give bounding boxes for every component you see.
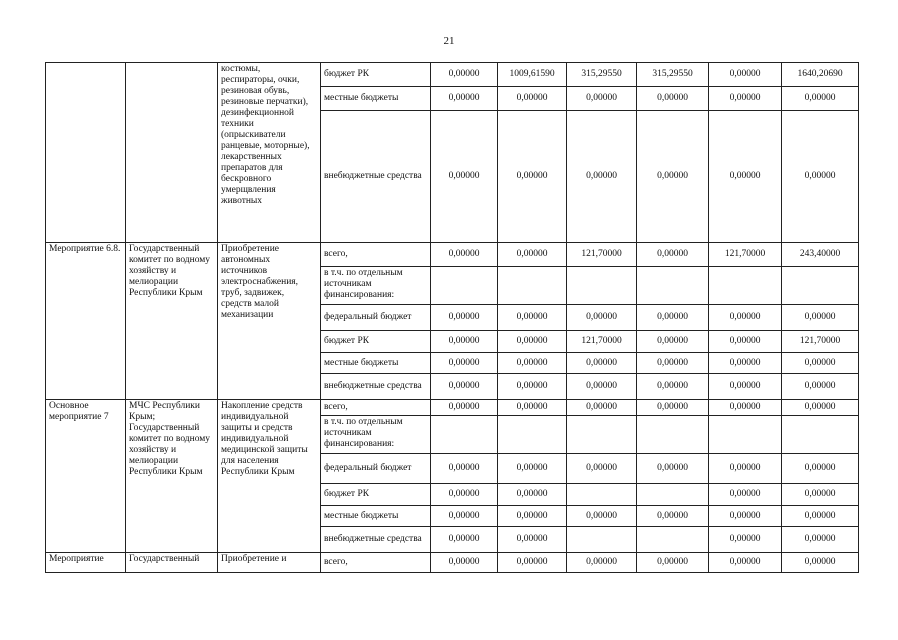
cell-value: 0,00000 [782, 374, 859, 400]
cell-value: 121,70000 [709, 243, 782, 267]
cell-source: федеральный бюджет [321, 454, 431, 484]
cell-executor: Государственный [126, 553, 218, 573]
cell-value [567, 416, 637, 454]
cell-value: 0,00000 [431, 331, 498, 353]
cell-value: 0,00000 [782, 400, 859, 416]
cell-source: бюджет РК [321, 331, 431, 353]
cell-source: внебюджетные средства [321, 374, 431, 400]
cell-value: 0,00000 [637, 454, 709, 484]
cell-value: 0,00000 [498, 243, 567, 267]
cell-value: 0,00000 [498, 331, 567, 353]
cell-value [782, 416, 859, 454]
cell-value: 0,00000 [498, 400, 567, 416]
cell-value: 0,00000 [567, 506, 637, 527]
cell-value: 0,00000 [637, 331, 709, 353]
cell-value: 121,70000 [782, 331, 859, 353]
cell-label [46, 63, 126, 243]
cell-description: Приобретение и [218, 553, 321, 573]
cell-value: 0,00000 [709, 111, 782, 243]
cell-value: 0,00000 [498, 506, 567, 527]
cell-value: 0,00000 [498, 527, 567, 553]
cell-value [431, 267, 498, 305]
cell-value: 0,00000 [637, 87, 709, 111]
cell-value: 0,00000 [567, 553, 637, 573]
cell-value: 0,00000 [567, 374, 637, 400]
cell-value: 0,00000 [637, 374, 709, 400]
cell-value: 0,00000 [637, 111, 709, 243]
cell-executor: Государственный комитет по водному хозяйству и мелиорации Республики Крым [126, 243, 218, 400]
cell-label: Мероприятие 6.8. [46, 243, 126, 400]
table-row [46, 400, 859, 416]
cell-source: в т.ч. по отдельным источникам финансирования: [321, 416, 431, 454]
cell-value: 0,00000 [431, 243, 498, 267]
cell-value: 0,00000 [637, 506, 709, 527]
cell-source: в т.ч. по отдельным источникам финансирования: [321, 267, 431, 305]
cell-value: 1640,20690 [782, 63, 859, 87]
cell-value [637, 484, 709, 506]
cell-value: 0,00000 [431, 111, 498, 243]
cell-value: 0,00000 [498, 87, 567, 111]
cell-value: 0,00000 [498, 353, 567, 374]
cell-value: 0,00000 [709, 506, 782, 527]
cell-value: 0,00000 [567, 305, 637, 331]
cell-source: всего, [321, 553, 431, 573]
cell-value: 0,00000 [782, 484, 859, 506]
cell-value: 315,29550 [567, 63, 637, 87]
cell-value [637, 416, 709, 454]
cell-source: внебюджетные средства [321, 527, 431, 553]
cell-value [498, 267, 567, 305]
cell-label: Основное мероприятие 7 [46, 400, 126, 553]
cell-value [567, 267, 637, 305]
cell-value: 0,00000 [782, 353, 859, 374]
cell-value: 0,00000 [431, 454, 498, 484]
cell-value: 0,00000 [567, 454, 637, 484]
cell-value: 0,00000 [498, 553, 567, 573]
cell-value: 0,00000 [709, 305, 782, 331]
cell-value: 0,00000 [709, 353, 782, 374]
cell-source: местные бюджеты [321, 506, 431, 527]
cell-executor [126, 63, 218, 243]
cell-value: 0,00000 [709, 63, 782, 87]
cell-value: 0,00000 [782, 527, 859, 553]
cell-value: 0,00000 [709, 454, 782, 484]
cell-value: 0,00000 [567, 87, 637, 111]
cell-value: 0,00000 [567, 111, 637, 243]
cell-value: 0,00000 [709, 553, 782, 573]
cell-source: всего, [321, 400, 431, 416]
cell-value: 0,00000 [431, 87, 498, 111]
cell-value: 0,00000 [498, 454, 567, 484]
cell-value [709, 416, 782, 454]
cell-value: 0,00000 [782, 506, 859, 527]
cell-value: 0,00000 [431, 527, 498, 553]
cell-value: 0,00000 [431, 305, 498, 331]
cell-value: 121,70000 [567, 331, 637, 353]
cell-source: местные бюджеты [321, 87, 431, 111]
cell-value: 0,00000 [637, 400, 709, 416]
cell-value: 1009,61590 [498, 63, 567, 87]
cell-value: 0,00000 [782, 305, 859, 331]
cell-value [431, 416, 498, 454]
cell-value [567, 484, 637, 506]
cell-value [637, 267, 709, 305]
cell-value: 0,00000 [498, 305, 567, 331]
cell-source: внебюджетные средства [321, 111, 431, 243]
cell-value: 0,00000 [567, 353, 637, 374]
cell-value: 0,00000 [431, 484, 498, 506]
cell-value: 0,00000 [782, 111, 859, 243]
cell-source: федеральный бюджет [321, 305, 431, 331]
cell-value: 0,00000 [637, 553, 709, 573]
cell-value: 0,00000 [431, 63, 498, 87]
cell-value: 0,00000 [709, 331, 782, 353]
cell-value [709, 267, 782, 305]
table-row [46, 553, 859, 573]
cell-label: Мероприятие [46, 553, 126, 573]
cell-value: 243,40000 [782, 243, 859, 267]
cell-value [637, 527, 709, 553]
cell-source: всего, [321, 243, 431, 267]
cell-value: 0,00000 [498, 374, 567, 400]
cell-description: Приобретение автономных источников электроснабжения, труб, задвижек, средств малой механизации [218, 243, 321, 400]
cell-value: 0,00000 [431, 353, 498, 374]
cell-value: 0,00000 [431, 400, 498, 416]
cell-value: 0,00000 [709, 374, 782, 400]
cell-value: 0,00000 [431, 553, 498, 573]
cell-source: бюджет РК [321, 484, 431, 506]
cell-value: 0,00000 [782, 454, 859, 484]
cell-executor: МЧС Республики Крым; Государственный комитет по водному хозяйству и мелиорации Республики Крым [126, 400, 218, 553]
cell-value: 121,70000 [567, 243, 637, 267]
cell-value: 0,00000 [709, 87, 782, 111]
page-number: 21 [443, 35, 455, 47]
cell-value: 0,00000 [431, 374, 498, 400]
cell-source: местные бюджеты [321, 353, 431, 374]
cell-value [498, 416, 567, 454]
table-row [46, 63, 859, 87]
budget-table [45, 62, 859, 573]
cell-description: Накопление средств индивидуальной защиты и средств индивидуальной медицинской защиты для населения Республики Крым [218, 400, 321, 553]
cell-value: 0,00000 [709, 527, 782, 553]
cell-value: 0,00000 [637, 243, 709, 267]
cell-value: 0,00000 [782, 87, 859, 111]
cell-value: 0,00000 [782, 553, 859, 573]
cell-value: 0,00000 [498, 484, 567, 506]
cell-value: 0,00000 [709, 484, 782, 506]
cell-source: бюджет РК [321, 63, 431, 87]
cell-value: 0,00000 [709, 400, 782, 416]
table-row [46, 243, 859, 267]
cell-value [567, 527, 637, 553]
cell-value [782, 267, 859, 305]
cell-value: 315,29550 [637, 63, 709, 87]
cell-description: костюмы, респираторы, очки, резиновая обувь, резиновые перчатки), дезинфекционной техники (опрыскиватели ранцевые, моторные), лекарственных препаратов для бескровного умерщвления животных [218, 63, 321, 243]
cell-value: 0,00000 [637, 353, 709, 374]
cell-value: 0,00000 [567, 400, 637, 416]
cell-value: 0,00000 [498, 111, 567, 243]
cell-value: 0,00000 [637, 305, 709, 331]
cell-value: 0,00000 [431, 506, 498, 527]
